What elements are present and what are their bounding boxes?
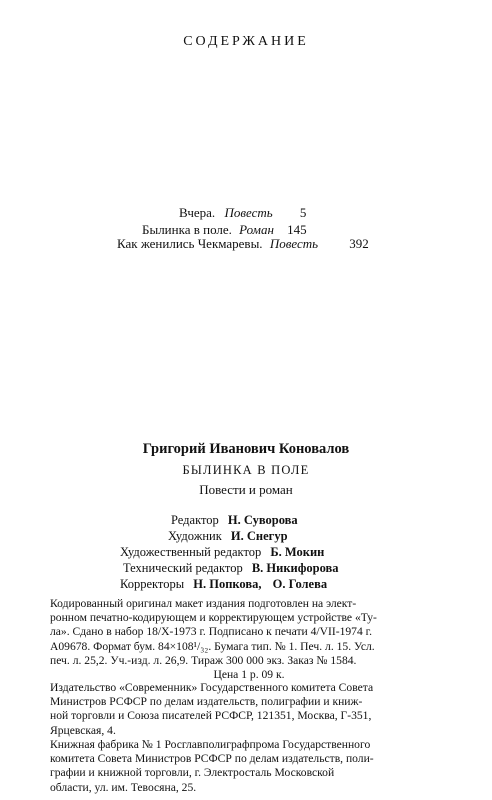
book-genre: Повести и роман: [199, 482, 293, 497]
credit-role: Технический редактор: [123, 561, 243, 575]
credit-role: Редактор: [171, 513, 219, 527]
credit-role: Корректоры: [120, 577, 185, 591]
printer-line: области, ул. им. Тевосяна, 25.: [50, 780, 197, 794]
credit-name: Н. Попкова,: [193, 577, 262, 591]
toc-entry[interactable]: [117, 236, 369, 252]
book-title: БЫЛИНКА В ПОЛЕ: [182, 463, 310, 477]
print-info-line: ронном печатно-кодирующем и корректирующем устройстве «Ту-: [50, 611, 377, 625]
toc-entry-genre: Повесть: [224, 205, 273, 220]
toc-entry-title: Как женились Чекмаревы.: [117, 236, 263, 251]
page-title: СОДЕРЖАНИЕ: [183, 34, 309, 49]
credit-line: [123, 561, 339, 576]
toc-entry-page: 5: [299, 205, 307, 220]
credit-role: Художественный редактор: [120, 545, 262, 559]
publisher-info: [50, 681, 448, 738]
toc-entry-title: Былинка в поле.: [142, 222, 232, 237]
print-info-line: ла». Сдано в набор 18/X-1973 г. Подписано к печати 4/VII-1974 г.: [50, 625, 373, 639]
print-info: [50, 597, 448, 682]
toc-entry-page: 145: [287, 222, 307, 237]
printer-line: графии и книжной торговли, г. Электросталь Московской: [50, 766, 335, 780]
credit-line: [120, 577, 327, 592]
credit-line: [171, 513, 298, 528]
printer-info: [50, 738, 448, 795]
toc-entry-title: Вчера.: [179, 205, 216, 220]
publisher-line: Министров РСФСР по делам издательств, полиграфии и книж-: [50, 695, 363, 709]
toc-entry-genre: Роман: [239, 222, 274, 237]
toc-entry[interactable]: [179, 205, 306, 221]
credit-line: [168, 529, 288, 544]
credit-name: Б. Мокин: [270, 545, 325, 559]
credit-role: Художник: [168, 529, 222, 543]
credit-name: И. Снегур: [230, 529, 288, 543]
print-info-line: А09678. Формат бум. 84×108¹/₃₂. Бумага тип. № 1. Печ. л. 15. Усл.: [50, 639, 375, 653]
toc-entry-page: 392: [349, 236, 369, 251]
author-name: Григорий Иванович Коновалов: [142, 441, 350, 457]
printer-line: Книжная фабрика № 1 Росглавполиграфпрома Государственного: [50, 738, 371, 751]
print-info-line: Кодированный оригинал макет издания подготовлен на элект-: [50, 597, 357, 610]
price: Цена 1 р. 09 к.: [213, 668, 285, 682]
publisher-line: ной торговли и Союза писателей РСФСР, 121351, Москва, Г-351,: [50, 709, 372, 723]
publisher-line: Ярцевская, 4.: [50, 723, 116, 737]
credit-name: Н. Суворова: [227, 513, 298, 527]
toc-entry-genre: Повесть: [269, 236, 319, 251]
credit-line: [120, 545, 324, 560]
print-info-line: печ. л. 25,2. Уч.-изд. л. 26,9. Тираж 300 000 экз. Заказ № 1584.: [50, 653, 357, 667]
credit-name: В. Никифорова: [251, 561, 339, 575]
credit-name: О. Голева: [272, 577, 328, 591]
publisher-line: Издательство «Современник» Государственного комитета Совета: [50, 681, 374, 694]
printer-line: комитета Совета Министров РСФСР по делам издательств, поли-: [50, 752, 374, 766]
